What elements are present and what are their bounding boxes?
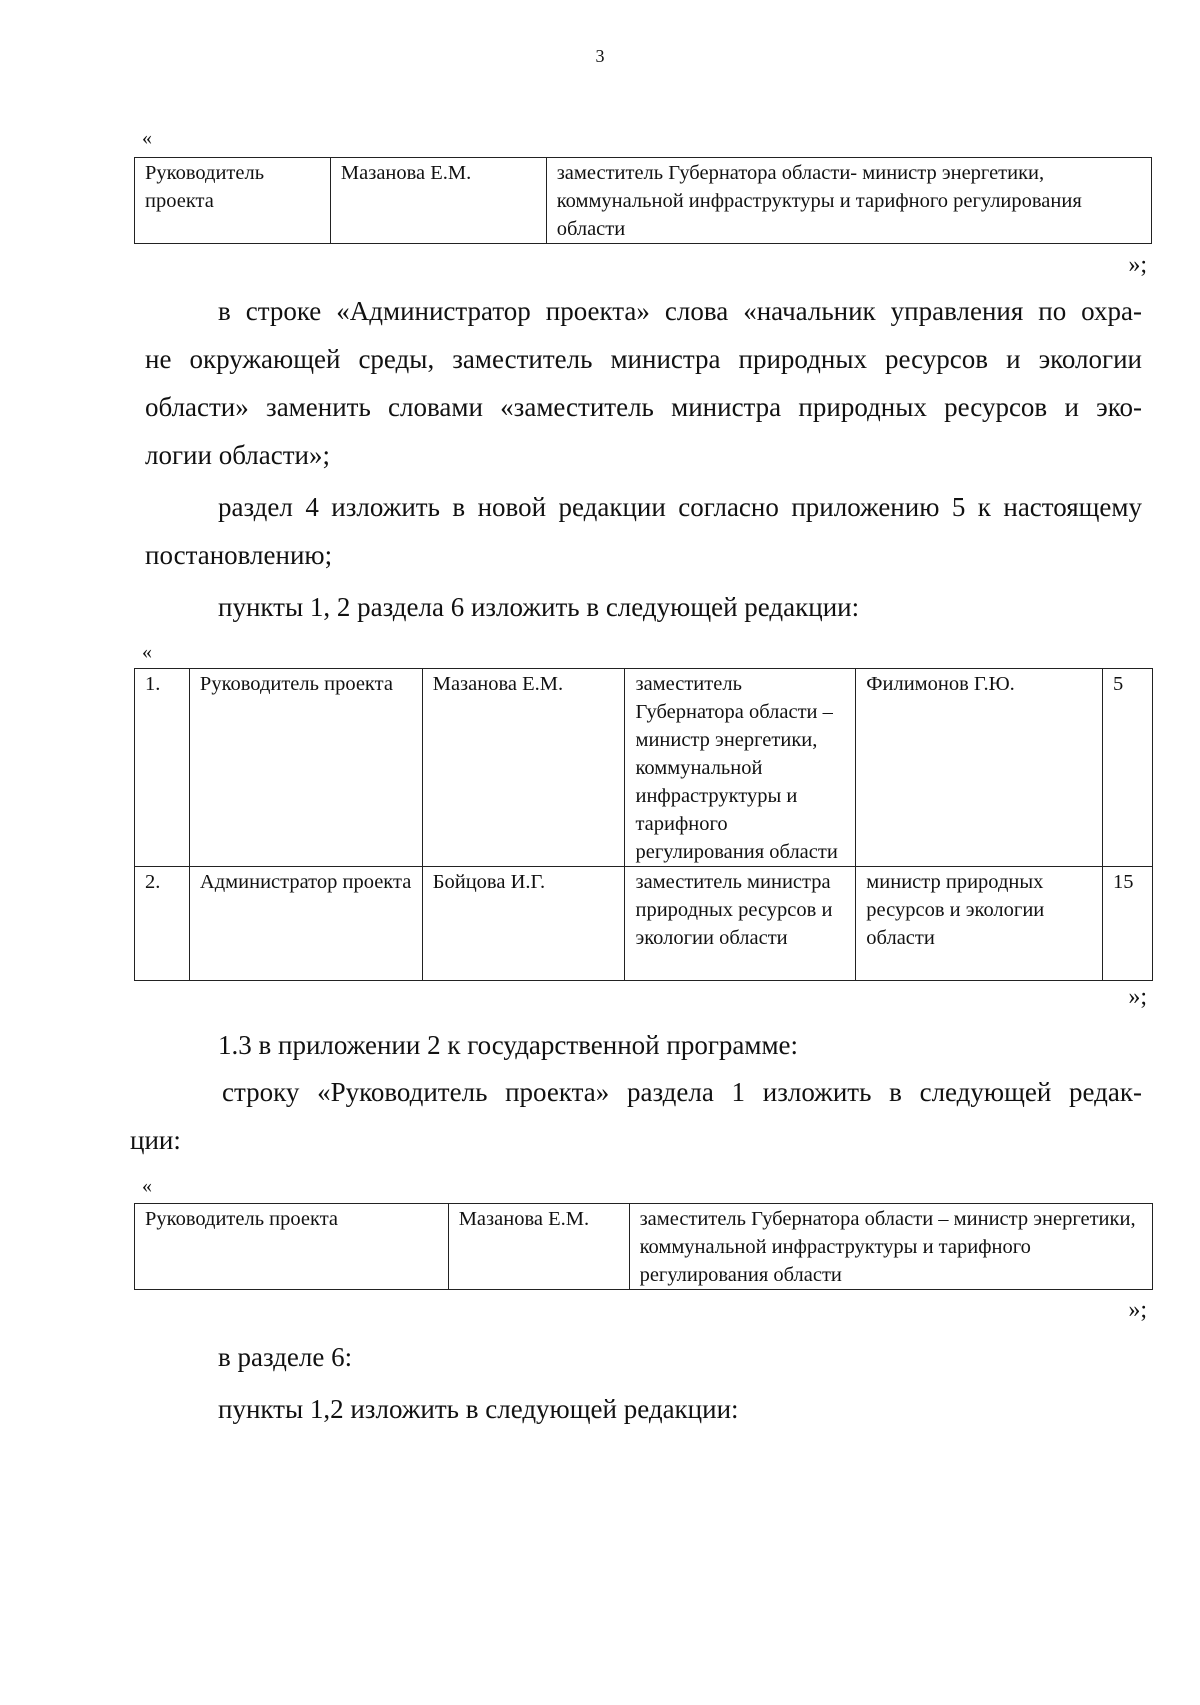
paragraph-7: пункты 1,2 изложить в следующей редакции:	[218, 1394, 739, 1424]
paragraph-1-line-4: логии области»;	[145, 440, 330, 470]
table1-quote-close: »;	[1128, 252, 1147, 278]
table3-cell-name: Мазанова Е.М.	[448, 1204, 629, 1290]
table3-quote-open: «	[142, 1175, 152, 1197]
page-number: 3	[595, 46, 605, 66]
paragraph-1-line-3: области» заменить словами «заместитель министра природных ресурсов и эко-	[145, 392, 1142, 422]
table2-quote-open: «	[142, 641, 152, 663]
table2-cell-supervisor: министр природных ресурсов и экологии области	[856, 867, 1103, 981]
paragraph-2-line-1: раздел 4 изложить в новой редакции согласно приложению 5 к настоящему	[218, 492, 1142, 522]
paragraph-4: 1.3 в приложении 2 к государственной программе:	[218, 1030, 799, 1060]
table3	[134, 1203, 1153, 1290]
table1	[134, 157, 1152, 244]
table3-quote-close: »;	[1128, 1297, 1147, 1323]
paragraph-5-line-1: строку «Руководитель проекта» раздела 1 изложить в следующей редак-	[222, 1077, 1142, 1107]
table2-cell-position: заместитель Губернатора области – министр энергетики, коммунальной инфраструктуры и тарифного регулирования области	[625, 669, 856, 867]
table1-row	[135, 158, 1152, 244]
paragraph-3: пункты 1, 2 раздела 6 изложить в следующей редакции:	[218, 592, 860, 622]
paragraph-1-line-1: в строке «Администратор проекта» слова «начальник управления по охра-	[218, 296, 1142, 326]
table2-cell-position: заместитель министра природных ресурсов и экологии области	[625, 867, 856, 981]
table3-cell-role: Руководитель проекта	[135, 1204, 449, 1290]
table-row	[135, 669, 1153, 867]
table2-cell-supervisor: Филимонов Г.Ю.	[856, 669, 1103, 867]
table2-cell-number: 1.	[135, 669, 190, 867]
table2-cell-value: 5	[1102, 669, 1152, 867]
table2-quote-close: »;	[1128, 984, 1147, 1010]
table2-cell-value: 15	[1102, 867, 1152, 981]
paragraph-5-line-2: ции:	[130, 1125, 181, 1155]
paragraph-6: в разделе 6:	[218, 1342, 353, 1372]
table3-cell-position: заместитель Губернатора области – министр энергетики, коммунальной инфраструктуры и тарифного регулирования области	[629, 1204, 1152, 1290]
table3-row	[135, 1204, 1153, 1290]
table-row	[135, 867, 1153, 981]
table1-cell-position: заместитель Губернатора области- министр энергетики, коммунальной инфраструктуры и тарифного регулирования области	[546, 158, 1151, 244]
paragraph-1-line-2: не окружающей среды, заместитель министра природных ресурсов и экологии	[145, 344, 1142, 374]
table2-cell-role: Руководитель проекта	[189, 669, 422, 867]
paragraph-2-line-2: постановлению;	[145, 540, 333, 570]
table2-cell-role: Администратор проекта	[189, 867, 422, 981]
table1-quote-open: «	[142, 127, 152, 149]
table1-cell-name: Мазанова Е.М.	[330, 158, 546, 244]
table2-cell-name: Мазанова Е.М.	[422, 669, 625, 867]
table2-cell-number: 2.	[135, 867, 190, 981]
table2	[134, 668, 1153, 981]
table1-cell-role: Руководитель проекта	[135, 158, 331, 244]
table2-cell-name: Бойцова И.Г.	[422, 867, 625, 981]
